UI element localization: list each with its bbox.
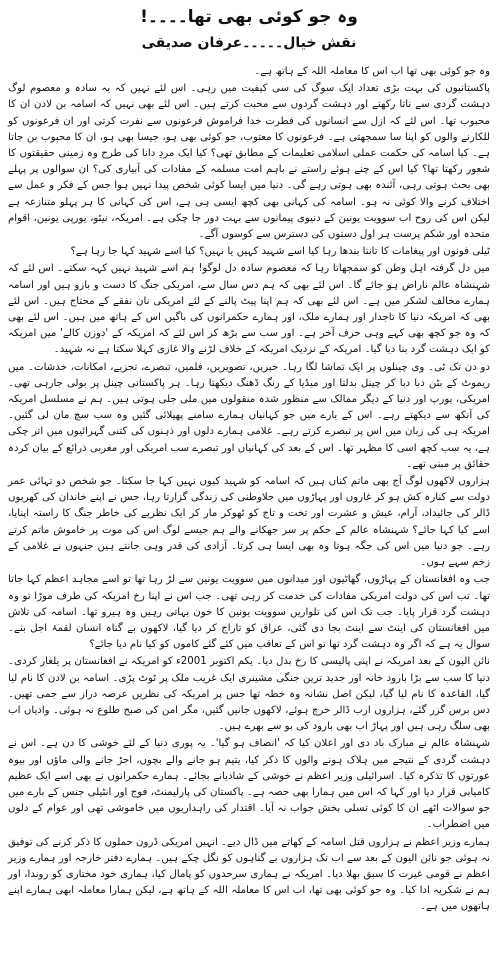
column-title: وہ جو کوئی بھی تھا۔۔۔۔! — [140, 7, 358, 27]
paragraph: میں دل گرفتہ اہل وطن کو سمجھاتا رہا کہ معصوم سادہ دل لوگو! ہم اسے شہید نہیں کہہ سکتے۔ اس لئے کہ شہنشاہ عالم ناراض ہو جائے گا۔ اس لئے بھی کہ ہم دس سال سے، امریکی جنگ کا دست و بازو ہیں اور اسامہ ہمارے مخالف لشکر میں ہے۔ اس لئے بھی کہ ہم اپنا پیٹ پالنے کے لئے امریکی نان نفقے کے محتاج ہیں۔ اس لئے بھی کہ امریکہ دنیا کا تاجدار اور ہمارے ملک، اور ہمارے حکمرانوں کی باگیں اس کے ہاتھ میں ہیں۔ اس لئے بھی کہ وہ جو کچھ بھی کہے وہی حرف آخر ہے۔ اور سب سے بڑھ کر اس لئے کہ امریکہ کے 'دوزن کالے' میں امریکہ کو ایک دہشت گرد بنا دیا گیا۔ امریکہ کے نزدیک امریکہ کے خلاف لڑنے والا غازی کہلا سکتا ہے نہ شہید۔ — [8, 263, 490, 356]
paragraph: دو دن تک ٹی۔ وی چینلوں پر ایک تماشا لگا رہا۔ خبریں، تصویریں، فلمیں، تبصرے، تجزیے، امکانات، خدشات۔ میں ریموٹ کے بٹن دبا دبا کر چینل بدلتا اور میڈیا کے رنگ ڈھنگ دیکھتا رہا۔ ہر پاکستانی چینل پر بولی جارہی تھی۔ امریکی، یورپ اور دنیا کے دیگر ممالک سے منظور شدہ منقولوں میں ملی جلی ہوتی ہیں۔ ہم نے مسلسل امریکہ کی آنکھ سے دیکھتے رہے۔ اس کے بارے میں جو کہانیاں ہمارے سامنے پھیلائی گئیں وہ سب سچ مان لی گئیں۔ امریکہ ہی کی زبان میں اس پر تبصرے کرتے رہے۔ غلامی ہمارے دلوں اور ذہنوں کی کتنی گہرائیوں میں اتر چکی ہے، یہ سب کچھ اسی کا مظہر تھا۔ اس کے بعد کی کہانیاں اور تبصرے سب امریکی اور مغربی ذرائع کے بیان کردہ حقائق پر مبنی تھے۔ — [8, 361, 490, 470]
column-byline: نقش خیال۔۔۔۔۔عرفان صدیقی — [141, 35, 357, 51]
paragraph: شہنشاہ عالم نے مبارک باد دی اور اعلان کیا کہ 'انصاف ہو گیا'۔ یہ پوری دنیا کے لئے خوشی کا دن ہے۔ اس نے دہشت گردی کے نتیجے میں ہلاک ہونے والوں کا ذکر کیا، یتیم ہو جانے والے بچوں، اجڑ جانے والی ماؤں اور بیوہ عورتوں کا تذکرہ کیا۔ اسرائیلی وزیر اعظم نے خوشی کے شادیانے بجائے۔ ہمارے حکمرانوں نے بھی اسے ایک عظیم کامیابی قرار دیا اور کہا کہ اس میں ہمارا بھی حصہ ہے۔ پاکستان کی پارلیمنٹ، فوج اور انٹیلی جنس کے بارے میں جو سوالات اٹھے ان کا کوئی تسلی بخش جواب نہ آیا۔ اقتدار کی راہداریوں میں خاموشی تھی اور عوام کے دلوں میں اضطراب۔ — [8, 738, 490, 831]
paragraph: پاکستانیوں کی بہت بڑی تعداد ایک سوگ کی سی کیفیت میں رہی۔ اس لئے نہیں کہ یہ سادہ و معصوم لوگ دہشت گردی سے ناتا رکھتے اور دہشت گردوں سے محبت کرتے ہیں۔ اس لئے بھی نہیں کہ اسامہ بن لادن ان کا محبوب تھا۔ اس لئے کہ ازل سے انسانوں کی فطرت خدا فراموش فرعونوں سے نفرت کرتی اور ان فرعونوں کو للکارنے والوں کو اپنا سا سمجھتی ہے۔ فرعونوں کا معتوب، جو کوئی بھی ہو، جیسا بھی ہو، ان کا محبوب بن جاتا ہے۔ کیا اسامہ کی حکمت عملی اسلامی تعلیمات کے مطابق تھی؟ کیا ایک مردِ دانا کی طرح وہ زمینی حقیقتوں کا شعور رکھتا تھا؟ کیا اس کے چنے ہوئے راستے نے باہم امت مسلمہ کے مفادات کی آبیاری کی؟ ان سوالوں پر پہلے بھی بحث ہوتی رہی، آئندہ بھی ہوتی رہے گی۔ دنیا میں ایسا کوئی شخص پیدا نہیں ہوا جس کے فکر و عمل سے اختلاف کرنے والا کوئی نہ ہو۔ اسامہ کی کہانی بھی کچھ ایسی ہی ہے، اس کی کہانی کا ہر پہلو متنازعہ ہے لیکن اس کی روح اب سوویت یونین کے دنیوی پیمانوں سے بہت دور جا چکی ہے۔ امریکہ، نیٹو، یورپی یونین، اقوام متحدہ اور شکم پرست ہر اول دستوں کی دسترس سے کوسوں آگے۔ — [8, 83, 490, 241]
paragraph: ہزاروں لاکھوں لوگ آج بھی ماتم کناں ہیں کہ اسامہ کو شہید کیوں نہیں کہا جا سکتا۔ جو شخص دو تہائی عمر دولت سے کنارہ کش ہو کر غاروں اور پہاڑوں میں جلاوطنی کی زندگی گزارتا رہا، جس نے اپنے خاندان کی کھربوں ڈالر کی جائیداد، آرام، عیش و عشرت اور تخت و تاج کو ٹھوکر مار کر ایک نظریے کی خاطر جنگ کا راستہ اپنایا، اسے کیا کہا جائے؟ شہنشاہ عالم کے حکم پر سر جھکانے والے ہم جیسے لوگ اس کی موت پر خاموش ماتم کرتے رہے۔ جو دنیا میں اس کی جگہ ہوتا وہ بھی ایسا ہی کرتا۔ آزادی کی قدر وہی جانتے ہیں جنہوں نے غلامی کے زخم سہے ہوں۔ — [8, 476, 490, 569]
paragraph: جب وہ افغانستان کے پہاڑوں، گھاٹیوں اور میدانوں میں سوویت یونین سے لڑ رہا تھا تو اسے مجاہد اعظم کہا جاتا تھا۔ تب اس کی دولت امریکی مفادات کی خدمت کر رہی تھی۔ جب اس نے اپنا رخ امریکہ کی طرف موڑا تو وہ دہشت گرد قرار پایا۔ جب تک اس کی تلواریں سوویت یونین کا خون بہاتی رہیں وہ ہیرو تھا۔ اسامہ کی تلاش میں افغانستان کی اینٹ سے اینٹ بجا دی گئی، عراق کو تاراج کر دیا گیا، لاکھوں بے گناہ انسان لقمۂ اجل بنے۔ سوال یہ ہے کہ اگر وہ دہشت گرد تھا تو اس کے تعاقب میں کئے گئے کاموں کو کیا نام دیا جائے؟ — [8, 574, 490, 651]
paragraph: ٹیلی فونوں اور پیغامات کا تانتا بندھا رہا کیا اسے شہید کہیں یا نہیں؟ کیا اسے شہید کہا جا رہا ہے؟ — [70, 246, 490, 258]
paragraph: ہمارے وزیر اعظم نے ہزاروں قتل اسامہ کے کھاتے میں ڈال دیے۔ انہیں امریکی ڈرون حملوں کا ذکر کرنے کی توفیق نہ ہوئی جو نائن الیون کے بعد سے اب تک ہزاروں بے گناہوں کو نگل چکے ہیں۔ ہمارے دفتر خارجہ اور ہمارے وزیر اعظم نے قومی غیرت کا سبق بھلا دیا۔ امریکہ نے ہماری سرحدوں کو پامال کیا، ہماری خود مختاری کو روندا، اور ہم نے شکریہ ادا کیا۔ وہ جو کوئی بھی تھا، اب اس کا معاملہ اللہ کے ہاتھ ہے، لیکن ہمارا معاملہ ابھی ہمارے اپنے ہاتھوں میں ہے۔ — [8, 836, 490, 913]
paragraph: نائن الیون کے بعد امریکہ نے اپنی پالیسی کا رخ بدل دیا۔ یکم اکتوبر 2001ء کو امریکہ نے افغانستان پر یلغار کردی۔ دنیا کا سب سے بڑا بارود خانہ اور جدید ترین جنگی مشینری ایک غریب ملک پر ٹوٹ پڑی۔ اسامہ بن لادن کا نام لیا گیا، القاعدہ کا نام لیا گیا، لیکن اصل نشانہ وہ خطہ تھا جس پر امریکہ کی نظریں عرصہ دراز سے جمی تھیں۔ دس برس گزر گئے، ہزاروں ارب ڈالر خرچ ہوئے، لاکھوں جانیں گئیں، مگر امن کی صبح طلوع نہ ہوئی۔ وادیاں اب بھی سلگ رہی ہیں اور پہاڑ اب بھی بارود کی بو سے بھرے ہیں۔ — [8, 656, 490, 733]
column-body — [8, 64, 490, 916]
paragraph: وہ جو کوئی بھی تھا اب اس کا معاملہ اللہ کے ہاتھ ہے۔ — [254, 66, 490, 77]
